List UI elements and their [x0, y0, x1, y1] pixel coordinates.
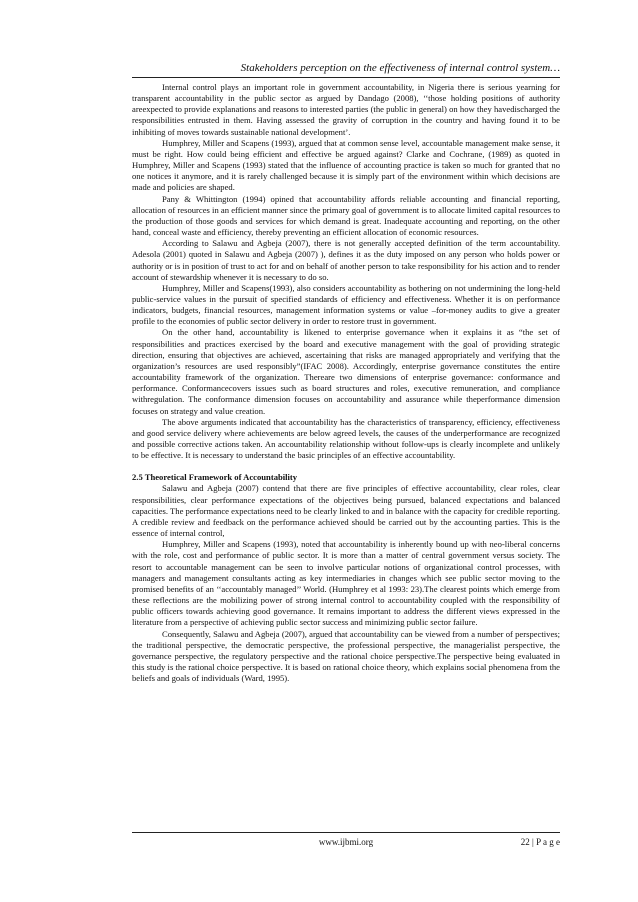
paragraph: Salawu and Agbeja (2007) contend that there are five principles of effective accountability, clear roles, clear responsibilities, clear performance expectations of the objectives being pursued, balanced expectations and balanced capacities. The performance expectations need to be clearly linked to and in balance with the capacity for credible reporting. A credible review and feedback on the performance achieved should be carried out by the accounting parties. This is the essence of internal control,: [132, 483, 560, 539]
footer-rule: [132, 832, 560, 833]
paragraph: Humphrey, Miller and Scapens (1993), argued that at common sense level, accountable management make sense, it must be right. How could being efficient and effective be argued against? Clarke and Cochrane, (1989) as quoted in Humphrey, Miller and Scapens (1993) stated that the influence of accounting practice is taken so much for granted that no one notices it anymore, and it is rarely challenged because it is simply part of the environment within which decisions are made and policies are shaped.: [132, 137, 560, 193]
paragraph: Humphrey, Miller and Scapens(1993), also considers accountability as bothering on not undermining the long-held public-service values in the pursuit of specified standards of efficiency and effectiveness. Whether it is on performance indicators, budgets, financial resources, management information systems or value –for-money audits to give a greater profile to the economies of public sector delivery in order to restore trust in government.: [132, 282, 560, 327]
body-text: [132, 82, 560, 684]
header-rule: [132, 77, 560, 78]
paragraph: Pany & Whittington (1994) opined that accountability affords reliable accounting and financial reporting, allocation of resources in an efficient manner since the primary goal of government is to allocate limited capital resources to the production of those goods and services for which demand is great. Inadequate accounting and reporting, on the other hand, conceal waste and efficiency, thereby preventing an efficient allocation of economic resources.: [132, 193, 560, 238]
paragraph: On the other hand, accountability is likened to enterprise governance when it explains it as “the set of responsibilities and practices exercised by the board and executive management with the goal of providing strategic direction, ensuring that objectives are achieved, ascertaining that risks are managed appropriately and verifying that the organization’s resources are used responsibly”(IFAC 2008). Accordingly, enterprise governance constitutes the entire accountability framework of the organization. Thereare two dimensions of enterprise governance: conformance and performance. Conformancecovers issues such as board structures and roles, executive remuneration, and compliance withregulation. The conformance dimension focuses on accountability and assurance while theperformance dimension focuses on strategy and value creation.: [132, 327, 560, 416]
running-header: Stakeholders perception on the effectiveness of internal control system…: [240, 62, 560, 74]
paragraph: Consequently, Salawu and Agbeja (2007), argued that accountability can be viewed from a number of perspectives; the traditional perspective, the democratic perspective, the professional perspective, the managerialist perspective, the governance perspective, the regulatory perspective and the rational choice perspective.The perspective being evaluated in this study is the rational choice perspective. It is based on rational choice theory, which explains social phenomena from the beliefs and goals of individuals (Ward, 1995).: [132, 628, 560, 684]
paragraph: Internal control plays an important role in government accountability, in Nigeria there is serious yearning for transparent accountability in the public sector as argued by Dandago (2008), ‘‘those holding positions of authority areexpected to provide explanations and reasons to interested parties (the public in general) on how they havedischarged the responsibilities entrusted in them. Having assessed the gravity of corruption in the country and having found it to be inhibiting of moves towards sustainable national development’.: [132, 82, 560, 137]
page-number: 22 | P a g e: [520, 837, 560, 847]
paragraph: According to Salawu and Agbeja (2007), there is not generally accepted definition of the term accountability. Adesola (2001) quoted in Salawu and Agbeja (2007) ), defines it as the duty imposed on any person who holds power or authority or is in position of trust to act for and on behalf of another person to take responsibility for his action and to render account of stewardship whenever it is necessary to do so.: [132, 238, 560, 282]
paragraph: Humphrey, Miller and Scapens (1993), noted that accountability is inherently bound up with neo-liberal concerns with the role, cost and performance of public sector. It is more than a matter of central government versus society. The resort to accountable management can be seen to involve particular notions of organizational control processes, with managers and management consultants acting as key intermediaries in changes which see public sector moving to the promised benefits of an ‘‘accountably managed’’ World. (Humphrey et al 1993: 23).The clearest points which emerge from these reflections are the mobilizing power of strong internal control to accountability coupled with the responsibility of public officers towards achieving good governance. It remains important to address the different views expressed in the literature from a perspective of achieving public sector success and minimizing public sector failure.: [132, 539, 560, 628]
footer-website: www.ijbmi.org: [318, 837, 374, 847]
paragraph: The above arguments indicated that accountability has the characteristics of transparency, efficiency, effectiveness and good service delivery where achievements are below agreed levels, the causes of the underperformance are recognized and possible corrective actions taken. An accountability relationship without follow-ups is clearly incomplete and unlikely to be effective. It is necessary to understand the basic principles of an effective accountability.: [132, 416, 560, 461]
section-heading: 2.5 Theoretical Framework of Accountability: [132, 472, 298, 483]
